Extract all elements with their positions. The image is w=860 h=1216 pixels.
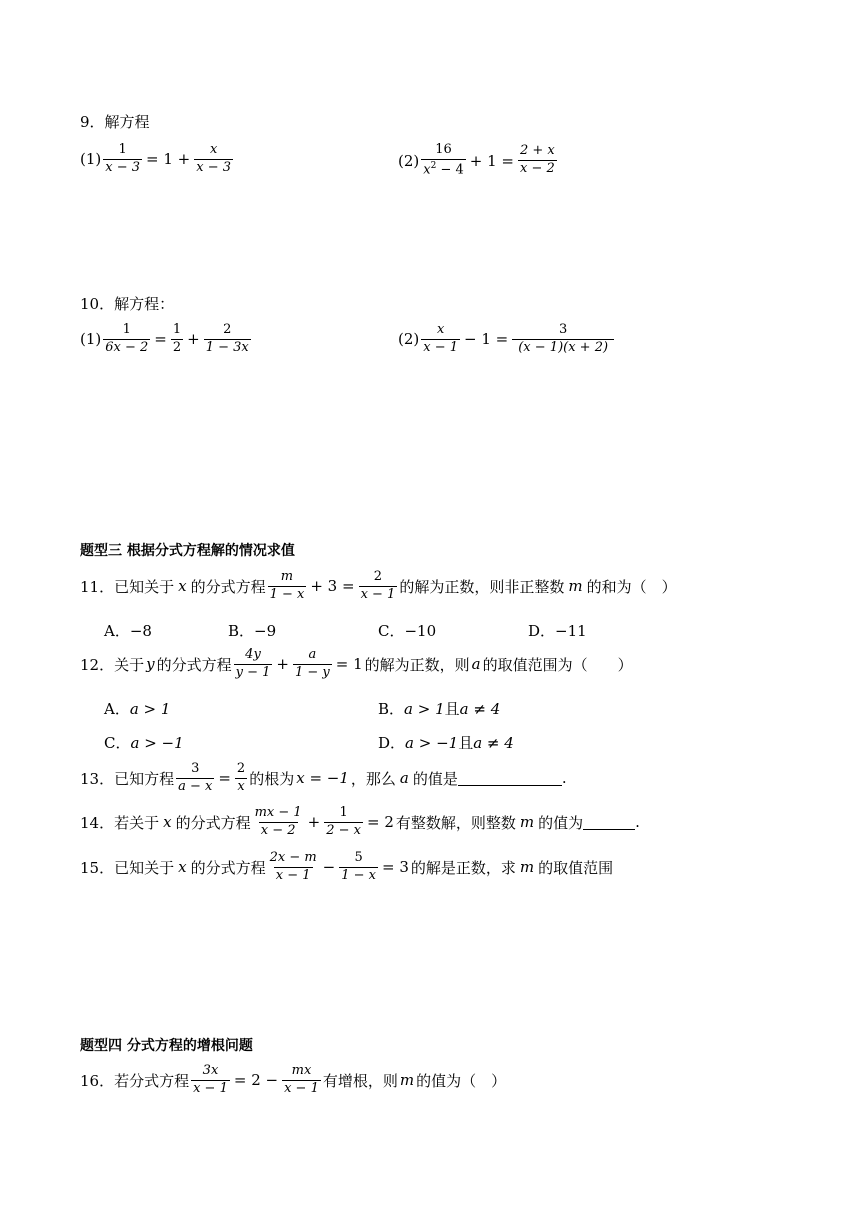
fraction: $\frac{a}{1 - y}$ — [294, 647, 330, 680]
option-b[interactable]: B．a > 1且a ≠ 4 — [378, 700, 501, 718]
fraction: $\frac{3x}{x - 1}$ — [193, 1063, 228, 1096]
fraction: $\frac{m}{1 - x}$ — [269, 569, 305, 602]
fraction: $\frac{16}{x^2 - 4}$ — [423, 142, 464, 178]
part-tag: (2) — [398, 330, 420, 349]
fraction: $\frac{1}{x - 3}$ — [105, 142, 141, 175]
q12-stem: 12．关于 y 的分式方程 $\frac{4y}{y - 1}$ + $\frac{a}{1 - y}$ = 1 的解为正数，则 a 的取值范围为（ ） — [80, 647, 633, 680]
option-a[interactable]: A．a > 1 — [104, 700, 171, 718]
operator: − 1 = — [464, 330, 509, 349]
operator: + 1 = — [469, 151, 514, 170]
q9-part2 — [398, 143, 559, 178]
fraction: $\frac{1}{6x - 2}$ — [105, 322, 149, 355]
fraction: $\frac{5}{1 - x}$ — [341, 850, 377, 883]
option-c[interactable]: C．a > −1 — [104, 734, 184, 752]
option-a[interactable]: A．−8 — [104, 622, 152, 640]
fraction: $\frac{2 + x}{x - 2}$ — [519, 143, 555, 177]
q15-stem: 15．已知关于 x 的分式方程 $\frac{2x - m}{x - 1}$ − $\frac{5}{1 - x}$ = 3 的解是正数，求 m 的取值范围 — [80, 850, 614, 883]
q11-stem: 11．已知关于 x 的分式方程 $\frac{m}{1 - x}$ + 3 = $\frac{2}{x - 1}$ 的解为正数，则非正整数 m 的和为（ ） — [80, 569, 677, 602]
fraction: $\frac{4y}{y - 1}$ — [235, 647, 271, 680]
operator: = 1 + — [146, 150, 191, 169]
operator: + — [187, 330, 200, 349]
q14-stem: 14．若关于 x 的分式方程 $\frac{mx - 1}{x - 2}$ + $\frac{1}{2 - x}$ = 2 有整数解，则整数 m 的值为 . — [80, 805, 640, 838]
part-tag: (1) — [80, 330, 102, 349]
q9-stem: 9．解方程 — [80, 113, 150, 131]
q10-part2 — [398, 323, 616, 356]
option-d[interactable]: D．−11 — [528, 622, 587, 640]
q10-stem: 10．解方程： — [80, 295, 175, 313]
fraction: $\frac{1}{2 - x}$ — [326, 805, 362, 838]
option-d[interactable]: D．a > −1且a ≠ 4 — [378, 734, 514, 752]
answer-blank[interactable] — [458, 771, 562, 786]
fraction: $\frac{x}{x - 1}$ — [423, 322, 459, 355]
q10-part1 — [80, 323, 253, 356]
fraction: $\frac{2}{x}$ — [236, 761, 246, 794]
operator: = — [154, 330, 167, 349]
option-b[interactable]: B．−9 — [228, 622, 277, 640]
option-c[interactable]: C．−10 — [378, 622, 437, 640]
fraction: $\frac{2}{x - 1}$ — [360, 569, 396, 602]
fraction: $\frac{x}{x - 3}$ — [196, 142, 231, 175]
fraction: $\frac{1}{2}$ — [172, 322, 182, 355]
fraction: $\frac{2x - m}{x - 1}$ — [269, 850, 317, 883]
part-tag: (1) — [80, 150, 102, 169]
q9-part1 — [80, 143, 235, 176]
answer-blank[interactable] — [583, 815, 635, 830]
section-heading: 题型四 分式方程的增根问题 — [80, 1038, 253, 1054]
fraction: $\frac{3}{a - x}$ — [178, 761, 213, 794]
fraction: $\frac{mx - 1}{x - 2}$ — [254, 805, 302, 838]
q13-stem: 13．已知方程 $\frac{3}{a - x}$ = $\frac{2}{x}$ 的根为 x = −1 ，那么 a 的值是 . — [80, 761, 567, 794]
part-tag: (2) — [398, 151, 420, 170]
q16-stem: 16．若分式方程 $\frac{3x}{x - 1}$ = 2 − $\frac{mx}{x - 1}$ 有增根，则 m 的值为（ ） — [80, 1063, 507, 1096]
fraction: $\frac{2}{1 - 3x}$ — [205, 322, 249, 355]
fraction: $\frac{3}{(x - 1)(x + 2)}$ — [512, 323, 614, 356]
fraction: $\frac{mx}{x - 1}$ — [284, 1063, 319, 1096]
section-heading: 题型三 根据分式方程解的情况求值 — [80, 543, 295, 559]
